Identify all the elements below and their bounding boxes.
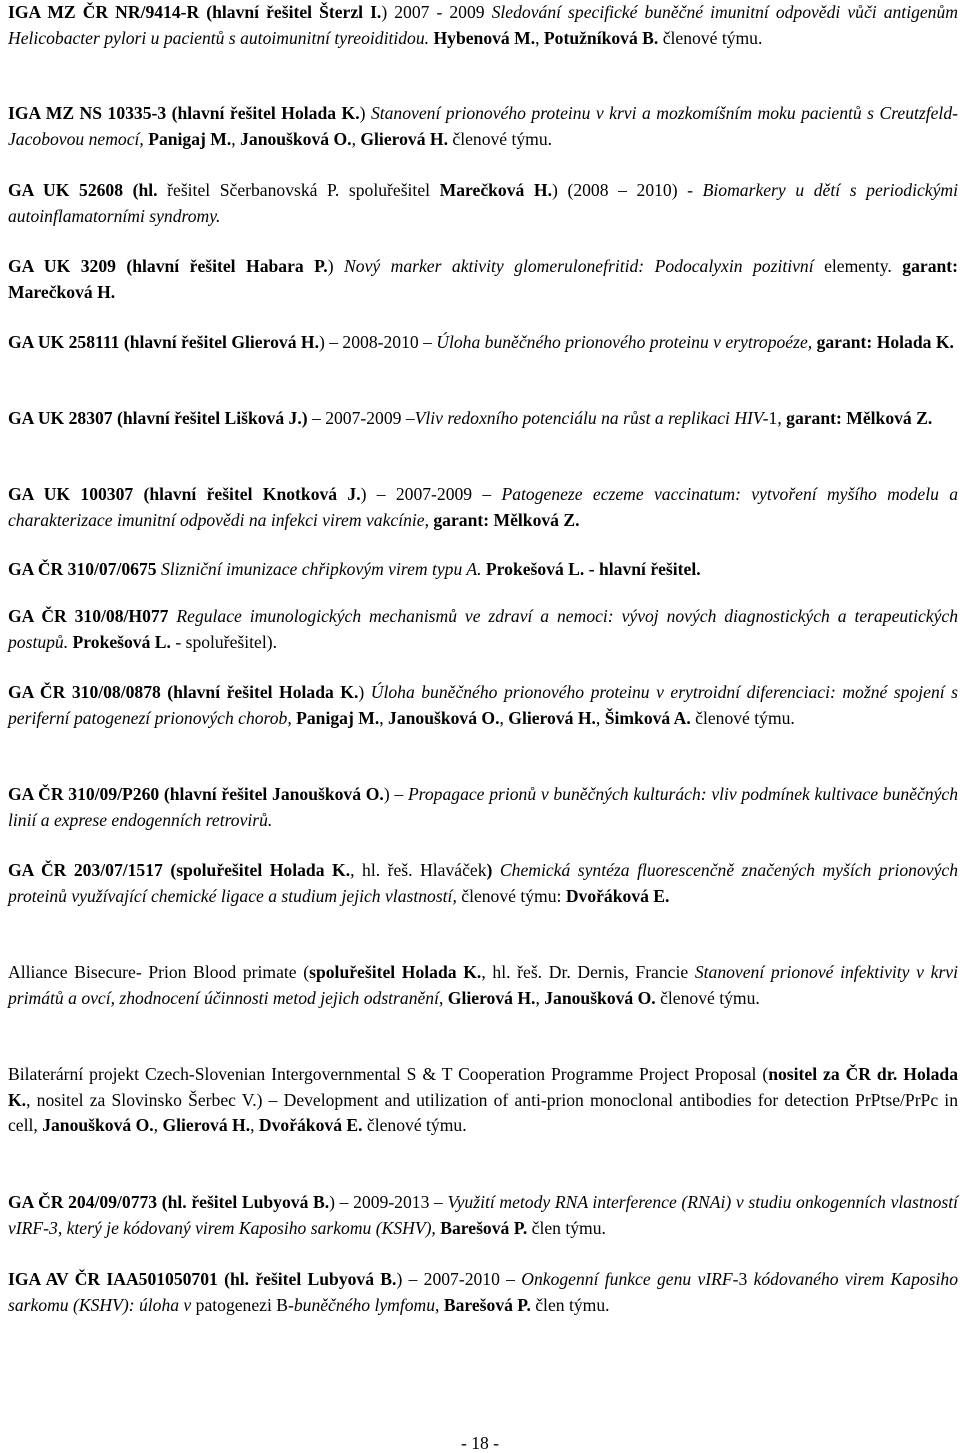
italic-run: buněčného lymfomu <box>293 1294 436 1315</box>
text-run: , hl. řeš. Dr. Dernis, Francie <box>481 962 695 982</box>
page-number: - 18 - <box>460 1433 500 1453</box>
text-run: členové týmu. <box>362 1115 467 1136</box>
bold-run: garant: Mělková Z. <box>428 509 580 530</box>
bold-run: Janoušková O. <box>544 987 656 1008</box>
text-run: , <box>595 707 605 728</box>
bold-run: Glierová H. <box>447 987 536 1008</box>
text-run: člen týmu. <box>527 1217 606 1238</box>
text-run: člen týmu. <box>530 1294 610 1315</box>
text-run: 1, <box>768 408 787 428</box>
italic-run: Sledování specifické buněčné imunitní odpovědi vůči antigenům Helicobacter pylori u pacientů s autoimunitní tyreoiditidou. <box>8 2 958 48</box>
text-run: ) <box>358 682 371 702</box>
bold-run: Dvořáková E. <box>565 885 670 906</box>
text-run: , <box>250 1115 259 1136</box>
italic-run: Propagace prionů v buněčných kulturách: vliv podmínek kultivace buněčných linií a exprese endogenních retrovirů. <box>8 784 958 830</box>
bold-run: Hybenová M. <box>429 27 536 48</box>
text-run <box>492 860 500 880</box>
italic-run: Regulace imunologických mechanismů ve zdraví a nemoci: vývoj nových diagnostických a terapeutických postupů. <box>8 606 958 652</box>
bold-run: GA ČR 203/07/1517 (spoluřešitel Holada K. <box>8 860 351 880</box>
bold-run: Janoušková O. <box>388 707 500 728</box>
bold-run: GA UK 52608 (hl. <box>8 180 158 200</box>
bold-run: GA UK 28307 (hlavní řešitel Lišková J.) <box>8 408 308 428</box>
text-run: Alliance Bisecure- Prion Blood primate ( <box>8 962 310 982</box>
text-run: ) – 2009-2013 – <box>329 1192 448 1212</box>
grant-entry <box>8 254 958 305</box>
bold-run: GA UK 3209 (hlavní řešitel Habara P. <box>8 256 328 276</box>
grant-entry <box>8 557 958 583</box>
bold-run: GA ČR 310/08/H077 <box>8 606 169 626</box>
italic-run: Stanovení prionové infektivity v krvi primátů a ovcí, zhodnocení účinnosti metod jejich odstranění <box>8 962 958 1008</box>
grant-entry <box>8 178 958 229</box>
italic-run: Úloha buněčného prionového proteinu v erytropoéze, <box>436 332 813 352</box>
bold-run: GA ČR 310/07/0675 <box>8 559 157 579</box>
bold-run: garant: Mělková Z. <box>786 408 933 428</box>
text-run: , hl. řeš. Hlaváček <box>350 860 487 880</box>
bold-run: Dvořáková E. <box>258 1115 363 1136</box>
italic-run: Stanovení prionového proteinu v krvi a mozkomíšním moku pacientů s Creutzfeld-Jacobovou nemocí, <box>8 103 958 149</box>
text-run: řešitel Sčerbanovská P. spoluřešitel <box>157 180 440 200</box>
text-run: členové týmu: <box>456 885 566 906</box>
bold-run: Panigaj M. <box>296 707 380 728</box>
italic-run: Úloha buněčného prionového proteinu v erytroidní diferenciaci: možné spojení s periferní patogenezí prionových chorob, <box>8 682 958 728</box>
text-run: , <box>535 987 545 1008</box>
text-run: ) – 2007-2010 – <box>396 1269 522 1289</box>
bold-run: IGA MZ NS 10335-3 (hlavní řešitel Holada K. <box>8 103 360 123</box>
grant-entry <box>8 482 958 533</box>
text-run: členové týmu. <box>658 27 763 48</box>
italic-run: Onkogenní funkce genu vIRF <box>521 1269 733 1289</box>
text-run: členové týmu. <box>655 987 760 1008</box>
bold-run: Prokešová L. - hlavní řešitel. <box>485 559 701 579</box>
text-run: , <box>435 1294 444 1315</box>
text-run: ) – 2007-2009 – <box>360 484 502 504</box>
bold-run: garant: <box>812 332 873 352</box>
text-run: , <box>439 987 448 1008</box>
bold-run: nositel za ČR dr. Holada K. <box>8 1064 959 1110</box>
bold-run: IGA MZ ČR NR/9414-R (hlavní řešitel Šterzl I. <box>8 2 382 22</box>
bold-run: Barešová P. <box>443 1294 531 1315</box>
italic-run: Nový marker aktivity glomerulonefritid: Podocalyxin pozitivní <box>344 256 814 276</box>
bold-run: garant: Marečková H. <box>8 256 958 302</box>
bold-run: GA ČR 204/09/0773 (hl. řešitel Lubyová B. <box>8 1192 330 1212</box>
bold-run: Potužníková B. <box>543 27 659 48</box>
bold-run: GA UK 258111 (hlavní řešitel Glierová H. <box>8 332 319 352</box>
text-run: , <box>535 27 544 48</box>
bold-run: Glierová H. <box>508 707 596 728</box>
bold-run: GA ČR 310/08/0878 (hlavní řešitel Holada K. <box>8 682 359 702</box>
bold-run: Holada K. <box>876 332 954 352</box>
bold-run: Barešová P. <box>440 1217 528 1238</box>
bold-run: GA UK 100307 (hlavní řešitel Knotková J. <box>8 484 361 504</box>
bold-run: Marečková H. <box>439 180 553 200</box>
grant-entry <box>8 680 958 731</box>
italic-run: Biomarkery u dětí s periodickými autoinflamatorními syndromy. <box>8 180 959 226</box>
bold-run: spoluřešitel Holada K. <box>309 962 482 982</box>
text-run: – 2007-2009 – <box>307 408 415 428</box>
italic-run: Slizniční imunizace chřipkovým virem typu A. <box>160 559 482 579</box>
italic-run: Patogeneze eczeme vaccinatum: vytvoření myšího modelu a charakterizace imunitní odpovědi na infekci virem vakcínie, <box>8 484 959 530</box>
grant-entry <box>8 406 958 432</box>
grant-entry <box>8 1267 958 1318</box>
text-run: ) 2007 - 2009 <box>381 2 492 22</box>
grant-entry <box>8 960 958 1011</box>
text-run: ) – 2008-2010 – <box>318 332 437 352</box>
italic-run: Využití metody RNA interference (RNAi) v studiu onkogenních vlastností vIRF-3, který je kódovaný virem Kaposiho sarkomu (KSHV), <box>8 1192 959 1238</box>
bold-run: Glierová H. <box>360 128 448 149</box>
grant-entry <box>8 0 958 51</box>
bold-run: Janoušková O. <box>240 128 352 149</box>
text-run: , <box>231 128 241 149</box>
bold-run: Panigaj M. <box>143 128 232 149</box>
text-run: , <box>153 1115 163 1136</box>
grant-entry <box>8 858 958 909</box>
text-run: ) (2008 – 2010) - <box>552 180 703 200</box>
italic-run: Chemická syntéza fluorescenčně značených myších prionových proteinů využívající chemické ligace a studium jejich vlastností, <box>8 860 958 906</box>
bold-run: GA ČR 310/09/P260 (hlavní řešitel Janoušková O. <box>8 784 384 804</box>
text-run: , <box>499 707 509 728</box>
text-run: , <box>351 128 361 149</box>
grant-entry <box>8 1062 958 1139</box>
text-run: členové týmu. <box>690 707 795 728</box>
grant-entry <box>8 330 958 356</box>
bold-run: Janoušková O. <box>42 1115 154 1136</box>
bold-run: Glierová H. <box>162 1115 251 1136</box>
italic-run: Vliv redoxního potenciálu na růst a replikaci HIV- <box>414 408 769 428</box>
bold-run: Prokešová L. <box>72 631 171 652</box>
grant-entry <box>8 782 958 833</box>
text-run: ) – <box>383 784 408 804</box>
text-run: ) <box>359 103 371 123</box>
italic-run: kódovaného virem Kaposiho sarkomu (KSHV): úloha v <box>8 1269 958 1315</box>
text-run: , nositel za Slovinsko Šerbec V.) – Development and utilization of anti-prion monoclonal antibodies for detection PrPtse/PrPc in cell, <box>8 1089 958 1136</box>
bold-run: ) <box>486 860 493 880</box>
text-run: členové týmu. <box>448 128 553 149</box>
text-run: -3 <box>732 1269 754 1289</box>
grant-entry <box>8 604 958 655</box>
grant-entry <box>8 1190 958 1241</box>
text-run: , <box>379 707 389 728</box>
bold-run: IGA AV ČR IAA501050701 (hl. řešitel Lubyová B. <box>8 1269 397 1289</box>
bold-run: Šimková A. <box>604 707 691 728</box>
text-run: patogenezi B- <box>191 1294 294 1315</box>
text-run: - spoluřešitel). <box>170 631 277 652</box>
grant-entry <box>8 101 958 152</box>
text-run: elementy. <box>813 256 903 276</box>
text-run: Bilaterární projekt Czech-Slovenian Intergovernmental S & T Cooperation Programme Project Proposal ( <box>8 1064 769 1084</box>
text-run: ) <box>327 256 345 276</box>
